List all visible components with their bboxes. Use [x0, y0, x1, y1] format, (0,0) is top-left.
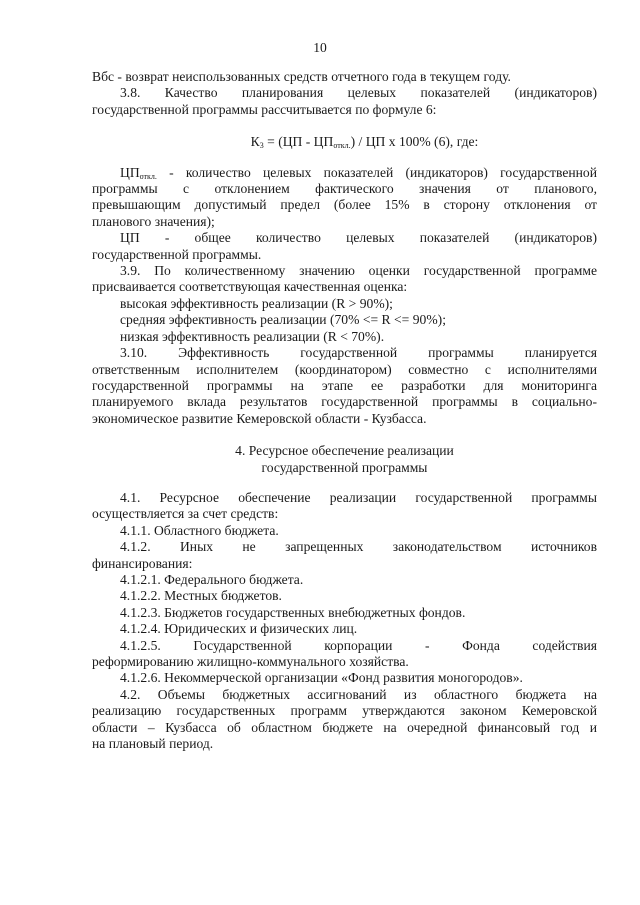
item-4-1-2-3: 4.1.2.3. Бюджетов государственных внебюджетных фондов. — [120, 604, 466, 620]
document-body — [92, 69, 597, 752]
paragraph-vbs: Вбс - возврат неиспользованных средств отчетного года в текущем году. — [92, 69, 511, 84]
paragraph-3-8-line2: государственной программы рассчитывается по формуле 6: — [92, 101, 437, 117]
item-4-1-2-2: 4.1.2.2. Местных бюджетов. — [120, 588, 282, 604]
item-4-1-2-line1: 4.1.2. Иных не запрещенных законодательством источников — [120, 539, 597, 555]
definition-cp-otkl-line1 — [92, 165, 597, 181]
paragraph-4-2-line1: 4.2. Объемы бюджетных ассигнований из областного бюджета на — [120, 686, 597, 702]
paragraph-3-9-line1: 3.9. По количественному значению оценки государственной программе — [120, 263, 597, 279]
definition-cp-line1: ЦП - общее количество целевых показателей (индикаторов) — [120, 230, 597, 246]
definition-term-sub: откл. — [139, 171, 157, 181]
item-4-1-2-line2: финансирования: — [92, 555, 193, 571]
formula-mid2: ) / ЦП х 100% (6), где: — [350, 134, 479, 150]
definition-cp-otkl-line4: планового значения); — [92, 213, 215, 229]
paragraph-3-10-line1: 3.10. Эффективность государственной программы планируется — [120, 345, 597, 361]
section-heading-line1: 4. Ресурсное обеспечение реализации — [235, 443, 454, 459]
list-item-high: высокая эффективность реализации (R > 90%); — [120, 295, 393, 311]
formula-mid1: = (ЦП - ЦП — [263, 134, 334, 150]
item-4-1-1: 4.1.1. Областного бюджета. — [120, 522, 279, 538]
item-4-1-2-1: 4.1.2.1. Федерального бюджета. — [120, 571, 304, 587]
definition-term: ЦП — [120, 164, 140, 180]
paragraph-3-10-line5: экономическое развитие Кемеровской области - Кузбасса. — [92, 410, 427, 426]
section-heading-line2: государственной программы — [261, 459, 428, 475]
paragraph-3-8-line1: 3.8. Качество планирования целевых показателей (индикаторов) — [120, 85, 597, 101]
paragraph-3-10-line2: ответственным исполнителем (координатором) совместно с исполнителями — [92, 361, 597, 377]
paragraph-3-9-line2: присваивается соответствующая качественная оценка: — [92, 279, 408, 295]
paragraph-4-2-line2: реализацию государственных программ утверждаются законом Кемеровской — [92, 703, 597, 719]
paragraph-4-1-line1: 4.1. Ресурсное обеспечение реализации государственной программы — [120, 489, 597, 505]
item-4-1-2-5-line1: 4.1.2.5. Государственной корпорации - Фонда содействия — [120, 637, 597, 653]
item-4-1-2-5-line2: реформированию жилищно-коммунального хозяйства. — [92, 654, 409, 669]
paragraph-3-10-line3: государственной программы на этапе ее разработки для мониторинга — [92, 377, 597, 393]
item-4-1-2-6: 4.1.2.6. Некоммерческой организации «Фонд развития моногородов». — [120, 670, 523, 686]
item-4-1-2-4: 4.1.2.4. Юридических и физических лиц. — [120, 621, 358, 637]
paragraph-4-2-line4: на плановый период. — [92, 736, 214, 752]
paragraph-3-10-line4: планируемого вклада результатов государственной программы в социально- — [92, 394, 597, 410]
formula-6 — [92, 134, 597, 150]
definition-cp-line2: государственной программы. — [92, 246, 262, 262]
paragraph-4-1-line2: осуществляется за счет средств: — [92, 506, 279, 522]
formula-mid-sub: откл. — [333, 141, 351, 151]
section-heading-4 — [92, 443, 597, 476]
page-number: 10 — [313, 40, 327, 55]
paragraph-4-2-line3: области – Кузбасса об областном бюджете на очередной финансовый год и — [92, 719, 597, 735]
definition-cp-otkl-line2: программы с отклонением фактического значения от планового, — [92, 181, 597, 197]
formula-lhs: К — [250, 134, 260, 150]
list-item-low: низкая эффективность реализации (R < 70%). — [120, 328, 385, 344]
formula-lhs-sub: 3 — [259, 141, 264, 151]
list-item-medium: средняя эффективность реализации (70% <= R <= 90%); — [120, 312, 446, 328]
definition-cp-otkl-line3: превышающим допустимый предел (более 15% в сторону отклонения от — [92, 197, 597, 213]
definition-text: - количество целевых показателей (индикаторов) государственной — [156, 164, 597, 180]
